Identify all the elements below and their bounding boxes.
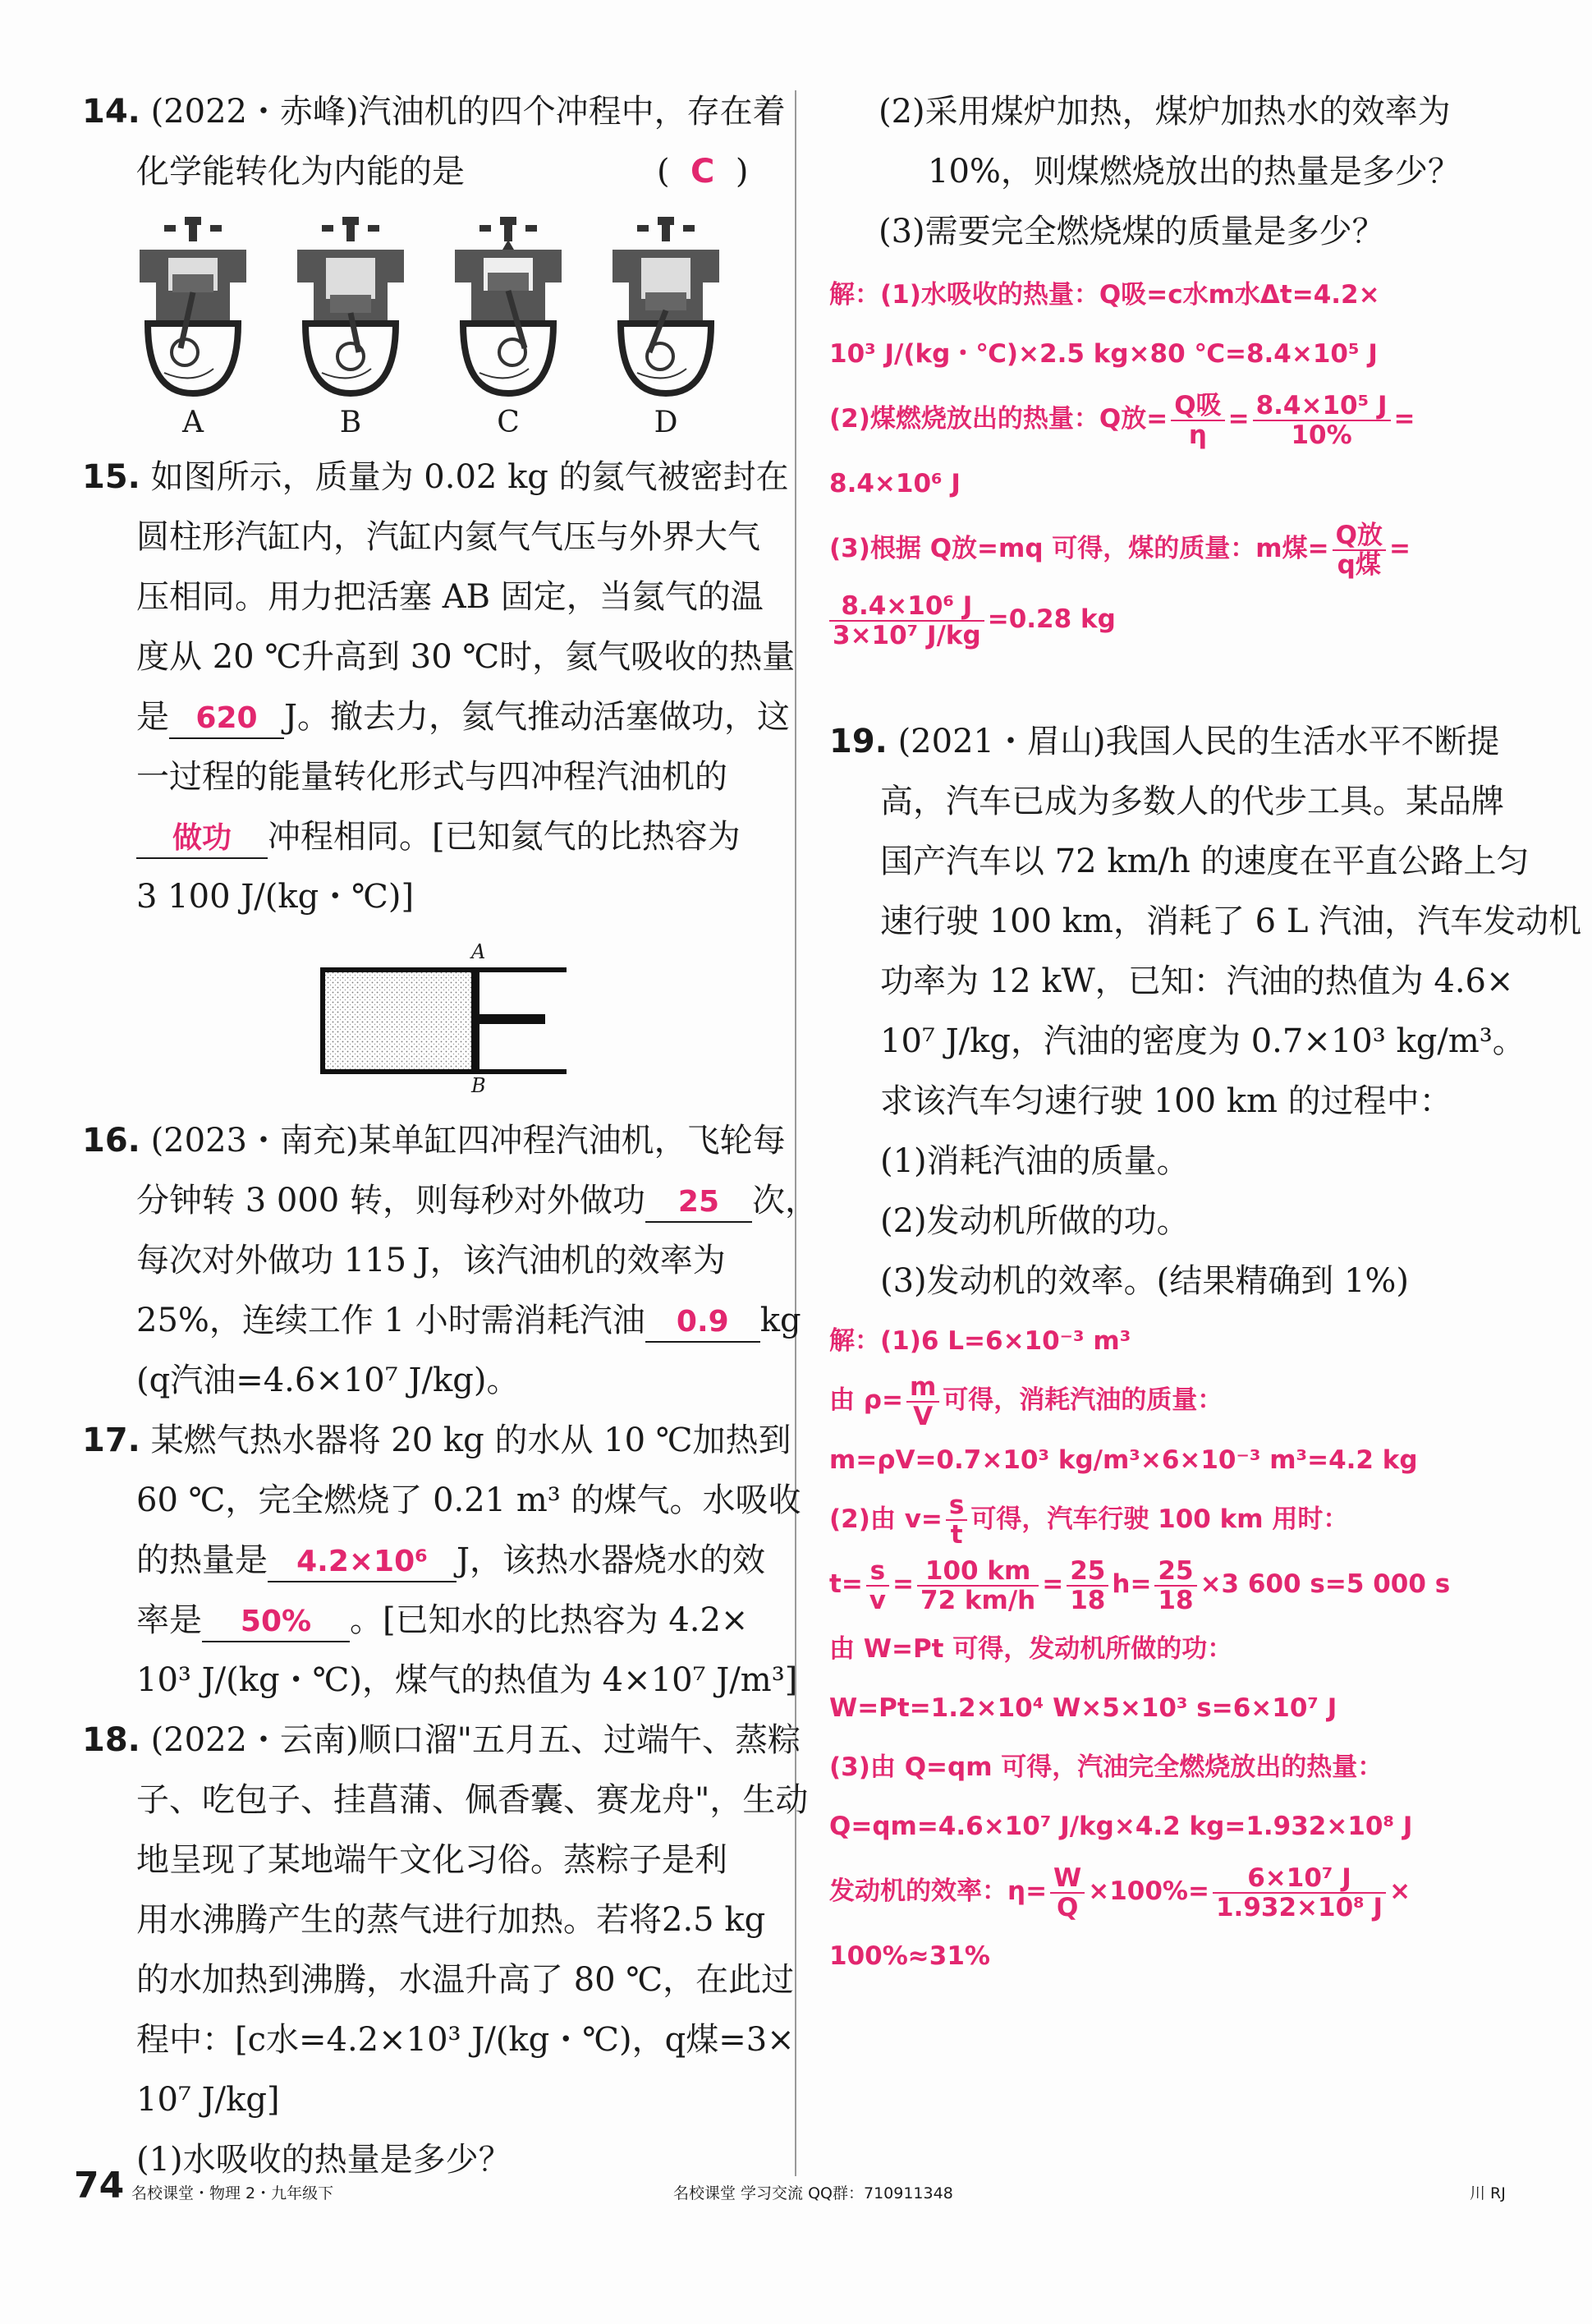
solution-19: 解：(1)6 L=6×10⁻³ m³ 由 ρ= $\frac{m}{V}$ 可得，消耗汽油的质量： m=ρV=0.7×10³ kg/m³×6×10⁻³ m³=4.2 kg (2)由 v= $\frac{s}{t}$ 可得，汽车行驶 100 km 用时： t= $\frac{s}{v}$ = $\frac{100 km}{72 km/h}$ = $\frac{25}{18}$ h= $\frac{25}{18}$ ×3 600 s=5 000 s 由 W=Pt 可得，发动机所做的功： W=Pt=1.2×10⁴ W×5×10³ s=6×10⁷ J (3)由 Q=qm 可得，汽油完全燃烧放出的热量： Q=qm=4.6×10⁷ J/kg×4.2 kg=1.932×10⁸ J 发动机的效率：η= $\frac{W}{Q}$ ×100%= $\frac{\text{6×10⁷ J}}{\text{1.932×10⁸ J}}$ × 100%≈31%: [829, 1311, 1511, 1986]
fraction: [1253, 392, 1391, 449]
edition-label: 川 RJ: [1470, 2184, 1506, 2202]
solution-line: m=ρV=0.7×10³ kg/m³×6×10⁻³ m³=4.2 kg: [829, 1444, 1418, 1475]
numerator: 25: [1067, 1557, 1108, 1587]
numerator: Q吸: [1171, 392, 1224, 421]
fraction: [1171, 392, 1224, 449]
option-label: D: [654, 406, 678, 439]
numerator: s: [946, 1491, 967, 1521]
question-text: 国产汽车以 72 km/h 的速度在平直公路上匀: [880, 843, 1530, 880]
question-text: 高，汽车已成为多数人的代步工具。某品牌: [880, 783, 1504, 820]
fill-blank-answer: 50%: [202, 1603, 350, 1642]
engine-stroke-figures: [131, 217, 776, 439]
sub-question: (3)需要完全燃烧煤的质量是多少？: [879, 213, 1385, 250]
question-text: 求该汽车匀速行驶 100 km 的过程中：: [880, 1082, 1452, 1120]
solution-line: W=Pt=1.2×10⁴ W×5×10³ s=6×10⁷ J: [829, 1693, 1337, 1723]
figure-label-b: B: [471, 1074, 486, 1097]
question-number: 19.: [829, 723, 888, 760]
question-text: (q汽油=4.6×10⁷ J/kg)。: [136, 1362, 520, 1399]
question-text: 次，: [751, 1182, 818, 1219]
fraction: [946, 1491, 967, 1549]
answer-choice: C: [690, 153, 715, 191]
denominator: V: [913, 1401, 934, 1431]
question-text: 某燃气热水器将 20 kg 的水从 10 ℃加热到: [150, 1421, 791, 1459]
numerator: s: [866, 1557, 889, 1587]
question-text: 化学能转化为内能的是: [136, 153, 465, 191]
question-text: 分钟转 3 000 转，则每秒对外做功: [136, 1182, 645, 1219]
question-text: 是: [136, 698, 169, 736]
question-text: J。撤去力，氦气推动活塞做功，这: [284, 698, 791, 736]
question-14: [82, 82, 786, 439]
question-19: [829, 712, 1582, 1311]
solution-line: (3)根据 Q放=mq 可得，煤的质量：m煤=: [829, 534, 1329, 563]
denominator: t: [950, 1520, 963, 1550]
solution-line: ×: [1389, 1876, 1411, 1906]
solution-line: 100%≈31%: [829, 1941, 990, 1971]
denominator: 10%: [1291, 420, 1352, 450]
question-text: 冲程相同。[已知氦气的比热容为: [268, 818, 741, 856]
page-footer: [74, 2165, 1519, 2209]
solution-line: =0.28 kg: [987, 604, 1116, 634]
numerator: 8.4×10⁶ J: [829, 592, 984, 622]
question-15: [82, 448, 796, 1097]
solution-line: (3)由 Q=qm 可得，汽油完全燃烧放出的热量：: [829, 1752, 1383, 1782]
figure-label-a: A: [471, 940, 486, 963]
footer-center-text: 名校课堂 学习交流 QQ群：710911348: [673, 2184, 953, 2202]
solution-line: (2)由 v=: [829, 1504, 943, 1534]
solution-line: 10³ J/(kg・℃)×2.5 kg×80 ℃=8.4×10⁵ J: [829, 339, 1378, 369]
question-text: 的热量是: [136, 1541, 268, 1579]
option-label: B: [339, 406, 362, 439]
question-text: 60 ℃，完全燃烧了 0.21 m³ 的煤气。水吸收: [136, 1481, 801, 1519]
question-text: 用水沸腾产生的蒸气进行加热。若将2.5 kg: [136, 1901, 766, 1939]
solution-line: t=: [829, 1569, 863, 1599]
solution-line: 由 ρ=: [829, 1385, 903, 1415]
question-text: 3 100 J/(kg・℃)]: [136, 878, 415, 916]
question-text: 压相同。用力把活塞 AB 固定，当氦气的温: [136, 578, 764, 616]
solution-line: 解：(1)水吸收的热量：Q吸=c水m水Δt=4.2×: [829, 280, 1380, 310]
numerator: 6×10⁷ J: [1213, 1864, 1386, 1894]
solution-line: 可得，消耗汽油的质量：: [943, 1385, 1223, 1415]
question-text: 功率为 12 kW，已知：汽油的热值为 4.6×: [880, 962, 1514, 1000]
fill-blank-answer: 0.9: [645, 1303, 760, 1343]
option-label: A: [182, 406, 204, 439]
question-number: 15.: [82, 458, 140, 496]
numerator: 100 km: [917, 1557, 1039, 1587]
engine-diagram-icon: [447, 217, 570, 397]
right-column: [829, 82, 1582, 1986]
question-text: 子、吃包子、挂菖蒲、佩香囊、赛龙舟"，生动: [136, 1781, 809, 1819]
fraction: [1213, 1864, 1386, 1922]
question-text: J，该热水器烧水的效: [456, 1541, 766, 1579]
fill-blank-answer: 25: [645, 1183, 752, 1223]
question-text: 。[已知水的比热容为 4.2×: [350, 1601, 749, 1639]
question-text: 速行驶 100 km，消耗了 6 L 汽油，汽车发动机: [880, 903, 1582, 940]
denominator: 1.932×10⁸ J: [1215, 1892, 1383, 1922]
solution-line: =: [892, 1569, 914, 1599]
question-text: 的水加热到沸腾，水温升高了 80 ℃，在此过: [136, 1961, 795, 1999]
option-label: C: [497, 406, 520, 439]
question-text: 每次对外做功 115 J，该汽油机的效率为: [136, 1242, 726, 1279]
denominator: v: [869, 1585, 887, 1615]
page-number: 74: [74, 2165, 125, 2207]
solution-line: (2)煤燃烧放出的热量：Q放=: [829, 404, 1168, 434]
question-text: (2023・南充)某单缸四冲程汽油机，飞轮每: [150, 1122, 786, 1160]
solution-line: h=: [1112, 1569, 1152, 1599]
solution-line: 可得，汽车行驶 100 km 用时：: [970, 1504, 1349, 1534]
denominator: 72 km/h: [920, 1585, 1036, 1615]
sub-question: (2)发动机所做的功。: [880, 1202, 1190, 1240]
question-16: [82, 1111, 818, 1411]
column-divider: [795, 90, 796, 2176]
solution-line: =: [1393, 404, 1415, 434]
question-number: 16.: [82, 1122, 140, 1160]
numerator: W: [1050, 1864, 1085, 1894]
fill-blank-answer: 620: [169, 700, 284, 739]
numerator: 25: [1154, 1557, 1196, 1587]
fraction: [829, 592, 984, 650]
question-text: 25%，连续工作 1 小时需消耗汽油: [136, 1302, 645, 1339]
fraction: [917, 1557, 1039, 1614]
question-text: 度从 20 ℃升高到 30 ℃时，氦气吸收的热量: [136, 638, 796, 676]
answer-bracket: ( C ): [657, 153, 749, 191]
fraction: [1333, 521, 1386, 579]
engine-diagram-icon: [289, 217, 412, 397]
question-number: 18.: [82, 1721, 140, 1759]
fraction: [1050, 1864, 1085, 1922]
engine-diagram-icon: [604, 217, 727, 397]
solution-line: ×100%=: [1088, 1876, 1209, 1906]
solution-line: 解：(1)6 L=6×10⁻³ m³: [829, 1326, 1131, 1356]
question-text: 10⁷ J/kg]: [136, 2081, 280, 2119]
sub-question: (1)水吸收的热量是多少？: [136, 2141, 512, 2179]
engine-figure-b: [289, 217, 412, 439]
fraction: [1067, 1557, 1108, 1614]
denominator: 18: [1158, 1585, 1194, 1615]
question-text: 10⁷ J/kg，汽油的密度为 0.7×10³ kg/m³。: [880, 1022, 1525, 1060]
numerator: 8.4×10⁵ J: [1253, 392, 1391, 421]
numerator: m: [906, 1373, 939, 1403]
solution-line: ×3 600 s=5 000 s: [1200, 1569, 1451, 1599]
solution-18: 解：(1)水吸收的热量：Q吸=c水m水Δt=4.2× 10³ J/(kg・℃)×2.5 kg×80 ℃=8.4×10⁵ J (2)煤燃烧放出的热量：Q放= $\frac{\text{Q吸}}{\eta}$ = $\frac{\text{8.4×10⁵ J}}{10\%}$ = 8.4×10⁶ J (3)根据 Q放=mq 可得，煤的质量：m煤= $\frac{\text{Q放}}{\text{q煤}}$ = $\frac{\text{8.4×10⁶ J}}{\text{3×10⁷ J/kg}}$ =0.28 kg: [829, 265, 1511, 654]
sub-question: (3)发动机的效率。(结果精确到 1%): [880, 1262, 1410, 1300]
denominator: η: [1188, 420, 1207, 450]
question-number: 17.: [82, 1421, 140, 1459]
solution-line: 发动机的效率：η=: [829, 1876, 1048, 1906]
denominator: Q: [1056, 1892, 1079, 1922]
sub-question: (1)消耗汽油的质量。: [880, 1142, 1190, 1180]
solution-line: =: [1388, 534, 1411, 563]
book-title: 名校课堂・物理 2・九年级下: [131, 2184, 334, 2202]
engine-figure-d: [604, 217, 727, 439]
question-text: 圆柱形汽缸内，汽缸内氦气气压与外界大气: [136, 518, 760, 556]
engine-figure-a: [131, 217, 255, 439]
cylinder-diagram-icon: [312, 947, 583, 1095]
denominator: 18: [1070, 1585, 1106, 1615]
question-text: 10³ J/(kg・℃)，煤气的热值为 4×10⁷ J/m³]: [136, 1661, 798, 1699]
question-number: 14.: [82, 93, 140, 131]
question-18: [82, 1711, 809, 2190]
solution-line: 8.4×10⁶ J: [829, 469, 961, 498]
question-text: kg: [759, 1302, 801, 1339]
question-text: 如图所示，质量为 0.02 kg 的氦气被密封在: [150, 458, 789, 496]
fill-blank-answer: 4.2×10⁶: [268, 1543, 456, 1582]
question-text: 一过程的能量转化形式与四冲程汽油机的: [136, 758, 727, 796]
sub-question: (2)采用煤炉加热，煤炉加热水的效率为: [879, 93, 1451, 131]
cylinder-figure: [312, 940, 583, 1097]
question-text: 程中：[c水=4.2×10³ J/(kg・℃)，q煤=3×: [136, 2021, 795, 2059]
question-17: [82, 1411, 801, 1711]
denominator: 3×10⁷ J/kg: [833, 620, 981, 650]
denominator: q煤: [1337, 549, 1381, 580]
solution-line: Q=qm=4.6×10⁷ J/kg×4.2 kg=1.932×10⁸ J: [829, 1812, 1413, 1841]
engine-diagram-icon: [131, 217, 255, 397]
question-text: 地呈现了某地端午文化习俗。蒸粽子是利: [136, 1841, 727, 1879]
solution-line: 由 W=Pt 可得，发动机所做的功：: [829, 1634, 1233, 1664]
fraction: [1154, 1557, 1196, 1614]
question-text: 率是: [136, 1601, 202, 1639]
fraction: [906, 1373, 939, 1431]
fill-blank-answer: 做功: [136, 820, 268, 859]
engine-figure-c: [447, 217, 570, 439]
sub-question: 10%，则煤燃烧放出的热量是多少？: [928, 153, 1461, 191]
question-text: (2022・云南)顺口溜"五月五、过端午、蒸粽: [150, 1721, 801, 1759]
numerator: Q放: [1333, 521, 1386, 551]
question-text: (2022・赤峰)汽油机的四个冲程中，存在着: [150, 93, 786, 131]
question-text: (2021・眉山)我国人民的生活水平不断提: [897, 723, 1500, 760]
fraction: [866, 1557, 889, 1614]
left-column: [82, 82, 818, 2190]
